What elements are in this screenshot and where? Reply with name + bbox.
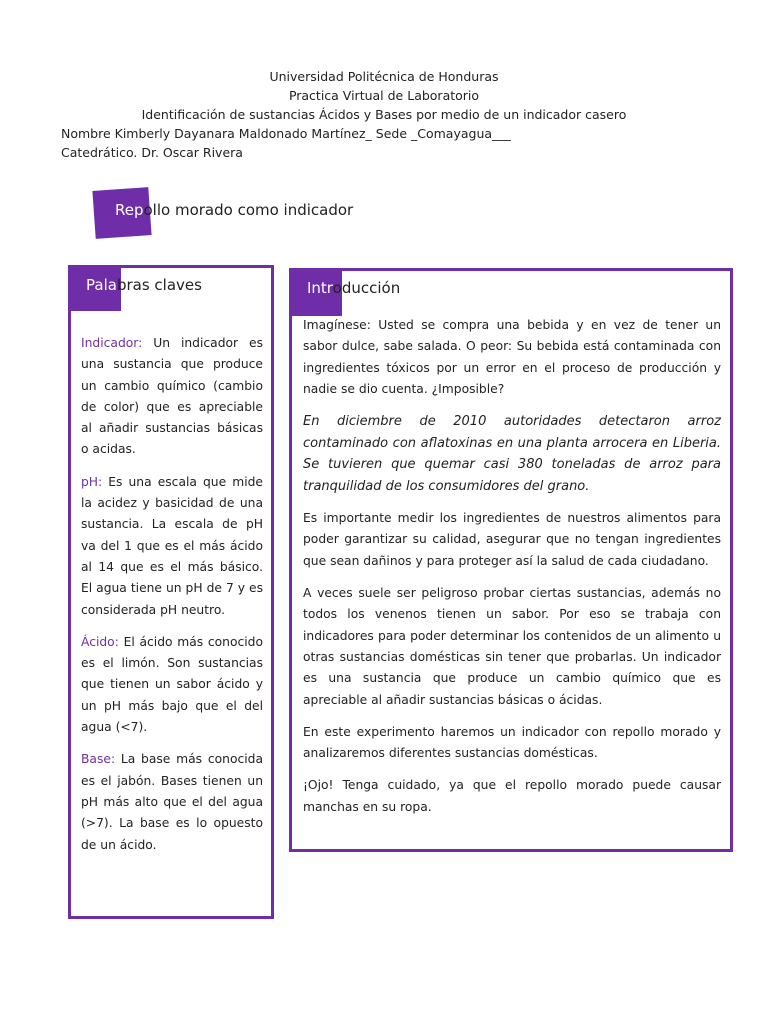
header-student: Nombre Kimberly Dayanara Maldonado Martínez_ Sede _Comayagua___ xyxy=(61,126,511,141)
keywords-content xyxy=(81,333,263,867)
intro-paragraph-6: ¡Ojo! Tenga cuidado, ya que el repollo morado puede causar manchas en su ropa. xyxy=(303,778,721,814)
intro-paragraph-3: Es importante medir los ingredientes de nuestros alimentos para poder garantizar su calidad, asegurar que no tengan ingredientes que sean dañinos y para proteger así la salud de cada ciudadano. xyxy=(303,511,721,568)
section-title-highlight: Rep xyxy=(115,201,144,219)
keywords-heading-highlight: Pala xyxy=(86,276,117,294)
keyword-term: Base: xyxy=(81,752,116,767)
section-title-rest: ollo morado como indicador xyxy=(143,201,354,219)
header-practice: Practica Virtual de Laboratorio xyxy=(288,88,480,103)
intro-paragraph-5: En este experimento haremos un indicador con repollo morado y analizaremos diferentes sustancias domésticas. xyxy=(303,724,721,761)
intro-paragraph-1: Imagínese: Usted se compra una bebida y en vez de tener un sabor dulce, sabe salada. O peor: Su bebida está contaminada con ingredientes tóxicos por un error en el proceso de producción y nadie se dio cuenta. ¿Imposible? xyxy=(303,318,721,396)
keyword-text: Un indicador es una sustancia que produce un cambio químico (cambio de color) que es apreciable al añadir sustancias básicas o acidas. xyxy=(81,336,263,457)
header-topic: Identificación de sustancias Ácidos y Bases por medio de un indicador casero xyxy=(141,107,627,122)
keyword-item-ph xyxy=(81,472,263,621)
header-university: Universidad Politécnica de Honduras xyxy=(269,69,499,84)
keyword-text: La base más conocida es el jabón. Bases tienen un pH más alto que el del agua (>7). La base es lo opuesto de un ácido. xyxy=(81,752,263,852)
intro-heading-highlight: Intr xyxy=(307,279,333,297)
keyword-text: El ácido más conocido es el limón. Son sustancias que tienen un sabor ácido y un pH más bajo que el del agua (<7). xyxy=(81,634,263,735)
keywords-heading-rest: bras claves xyxy=(116,276,202,294)
keyword-term: Indicador: xyxy=(81,336,143,350)
keywords-heading xyxy=(86,276,202,294)
keyword-item-indicador xyxy=(81,333,263,461)
intro-content xyxy=(303,315,721,829)
keyword-term: pH: xyxy=(81,474,103,489)
keyword-text: Es una escala que mide la acidez y basicidad de una sustancia. La escala de pH va del 1 que es el más ácido al 14 que es el más básico. El agua tiene un pH de 7 y es considerada pH neutro. xyxy=(81,474,263,617)
intro-heading xyxy=(307,279,400,297)
keyword-term: Ácido: xyxy=(81,634,119,649)
header-professor: Catedrático. Dr. Oscar Rivera xyxy=(61,145,243,160)
keyword-item-acido xyxy=(81,632,263,738)
keyword-item-base xyxy=(81,749,263,855)
intro-paragraph-2: En diciembre de 2010 autoridades detectaron arroz contaminado con aflatoxinas en una planta arrocera en Liberia. Se tuvieren que quemar casi 380 toneladas de arroz para tranquilidad de los consumidores del grano. xyxy=(303,414,721,494)
intro-paragraph-4: A veces suele ser peligroso probar ciertas sustancias, además no todos los venenos tienen un sabor. Por eso se trabaja con indicadores para poder determinar los contenidos de un alimento u otras sustancias domésticas sin tener que probarlas. Un indicador es una sustancia que produce un cambio químico que es apreciable al añadir sustancias básicas o ácidas. xyxy=(303,586,721,707)
section-title xyxy=(115,201,353,219)
intro-heading-rest: oducción xyxy=(332,279,401,297)
